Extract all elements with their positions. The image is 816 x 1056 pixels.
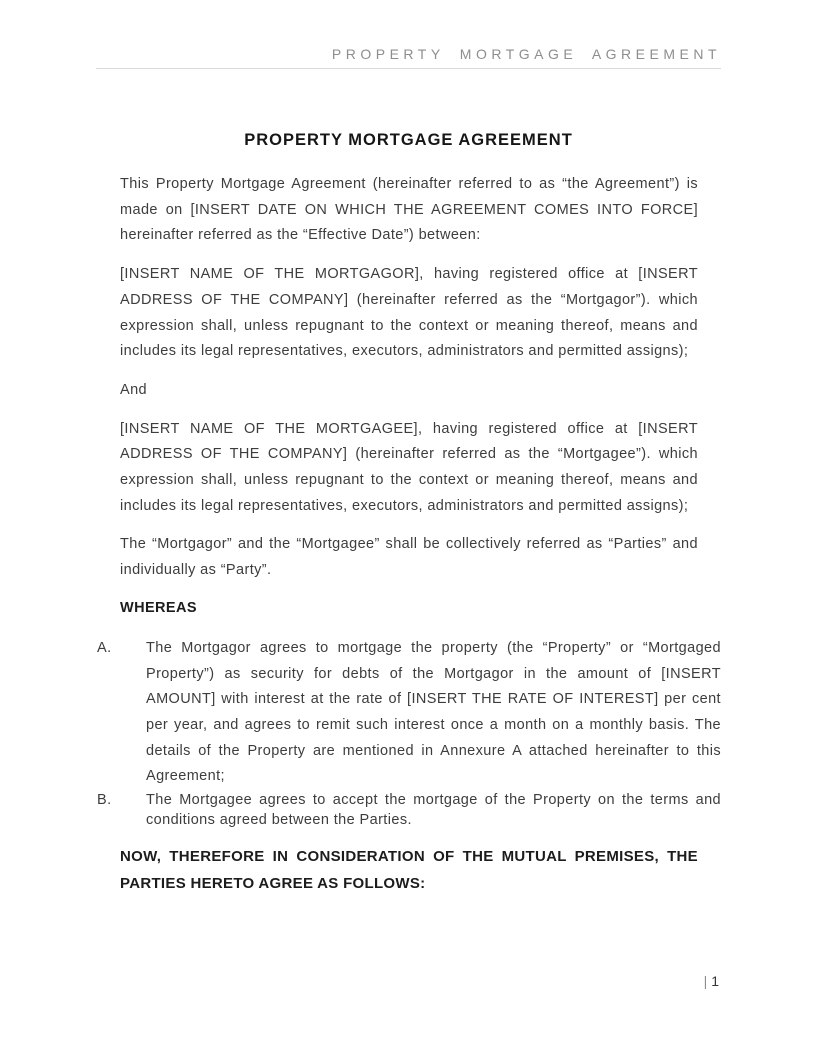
- document-body: [96, 172, 721, 897]
- recital-marker: B.: [97, 792, 112, 809]
- recital-marker: A.: [97, 639, 112, 656]
- recital-item-b: [97, 790, 721, 830]
- page-number: 1: [711, 973, 719, 989]
- and-paragraph: And: [120, 381, 147, 398]
- recital-item-a: [97, 636, 721, 790]
- mortgagor-paragraph: [INSERT NAME OF THE MORTGAGOR], having registered office at [INSERT ADDRESS OF THE COMPANY] (hereinafter referred as the “Mortgagor”). which expression shall, unless repugnant to the context or meaning thereof, means and includes its legal representatives, executors, administrators and permitted assigns);: [120, 266, 698, 360]
- footer-separator: |: [703, 973, 708, 989]
- parties-paragraph: The “Mortgagor” and the “Mortgagee” shall be collectively referred as “Parties” and individually as “Party”.: [120, 536, 698, 579]
- whereas-heading: WHEREAS: [120, 599, 197, 616]
- recital-text: The Mortgagor agrees to mortgage the property (the “Property” or “Mortgaged Property”) as security for debts of the Mortgagor in the amount of [INSERT AMOUNT] with interest at the rate of [INSERT THE RATE OF INTEREST] per cent per year, and agrees to remit such interest once a month on a monthly basis. The details of the Property are mentioned in Annexure A attached hereinafter to this Agreement;: [146, 639, 721, 785]
- document-title: PROPERTY MORTGAGE AGREEMENT: [244, 131, 573, 149]
- running-header: PROPERTY MORTGAGE AGREEMENT: [96, 44, 721, 69]
- mortgagee-paragraph: [INSERT NAME OF THE MORTGAGEE], having registered office at [INSERT ADDRESS OF THE COMPANY] (hereinafter referred as the “Mortgagee”). which expression shall, unless repugnant to the context or meaning thereof, means and includes its legal representatives, executors, administrators and permitted assigns);: [120, 420, 698, 514]
- closing-statement: NOW, THEREFORE IN CONSIDERATION OF THE MUTUAL PREMISES, THE PARTIES HERETO AGREE AS FOLLOWS:: [120, 848, 698, 893]
- intro-paragraph: This Property Mortgage Agreement (hereinafter referred to as “the Agreement”) is made on [INSERT DATE ON WHICH THE AGREEMENT COMES INTO FORCE] hereinafter referred as the “Effective Date”) between:: [120, 176, 698, 244]
- recital-text: The Mortgagee agrees to accept the mortgage of the Property on the terms and conditions agreed between the Parties.: [146, 792, 721, 829]
- page-footer: [704, 972, 719, 990]
